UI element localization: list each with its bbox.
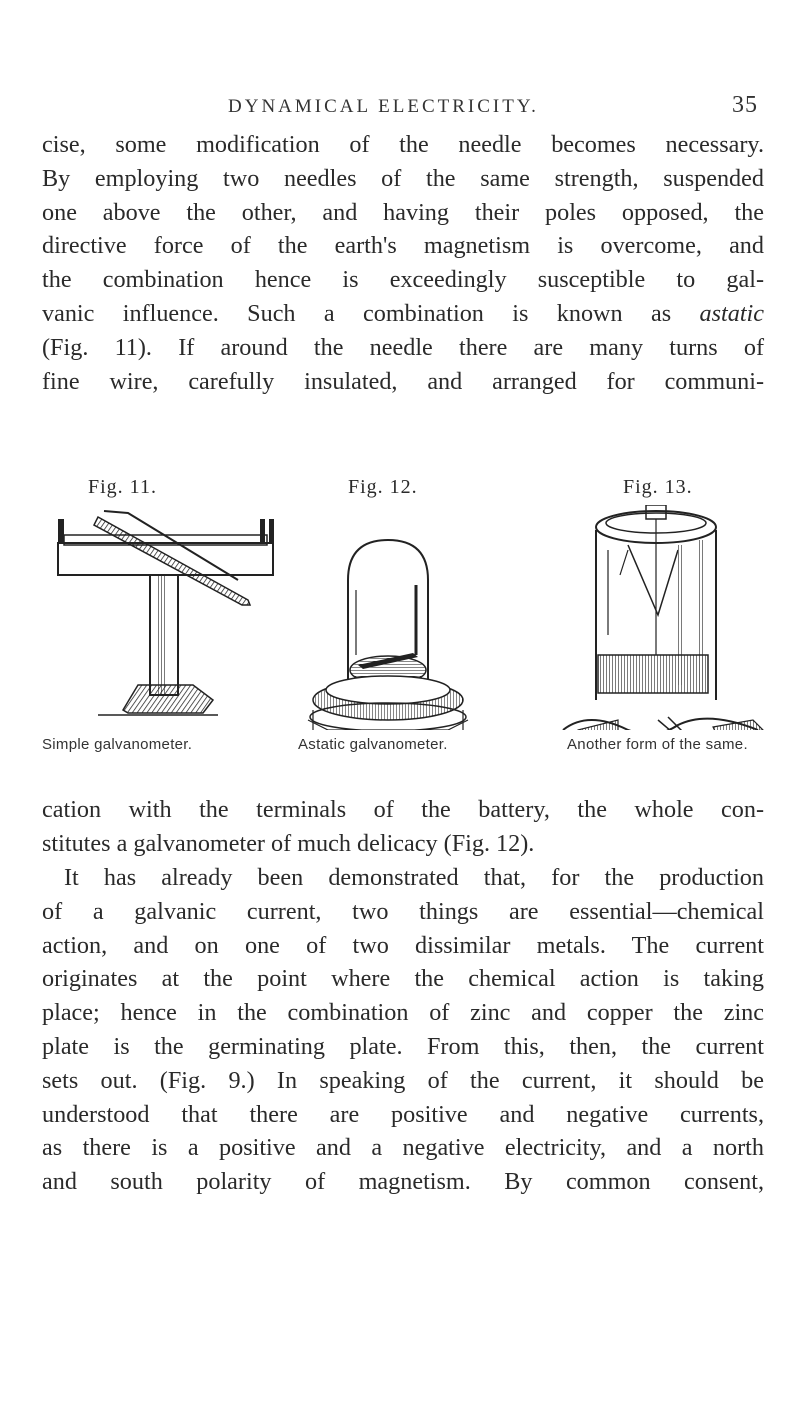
fig-11-caption: Simple galvanometer.: [42, 736, 193, 753]
paragraph-3: [42, 861, 764, 1199]
text-line: cation with the terminals of the battery, the whole con-: [42, 796, 764, 823]
page-number: 35: [732, 92, 758, 118]
text-line: and south polarity of magnetism. By common consent,: [42, 1168, 764, 1196]
text-line: place; hence in the combination of zinc and copper the zinc: [42, 999, 764, 1027]
text-line: of a galvanic current, two things are essential—chemical: [42, 897, 764, 925]
paragraph-1: [42, 128, 764, 398]
text-line: one above the other, and having their poles opposed, the: [42, 198, 764, 226]
fig-11-label: Fig. 11.: [88, 476, 157, 498]
text-line: the combination hence is exceedingly susceptible to gal-: [42, 266, 764, 294]
text-line: By employing two needles of the same strength, suspended: [42, 164, 764, 192]
text-line: directive force of the earth's magnetism is overcome, and: [42, 232, 764, 260]
fig-12-caption: Astatic galvanometer.: [298, 736, 448, 753]
fig-13-caption: Another form of the same.: [567, 736, 748, 753]
text-line: It has already been demonstrated that, for the production: [64, 864, 764, 891]
text-line: stitutes a galvanometer of much delicacy (Fig. 12).: [42, 829, 535, 857]
fig-11-simple-galvanometer-illustration: [38, 505, 293, 730]
fig-12-label: Fig. 12.: [348, 476, 418, 498]
text-segment: vanic influence. Such a combination is known as: [42, 299, 672, 327]
header-title: DYNAMICAL ELECTRICITY.: [228, 96, 539, 117]
italic-term: astatic: [699, 299, 765, 327]
text-line: understood that there are positive and negative currents,: [42, 1100, 764, 1128]
fig-13-label: Fig. 13.: [623, 476, 693, 498]
text-line: cise, some modification of the needle becomes necessary.: [42, 131, 764, 158]
text-line: (Fig. 11). If around the needle there are many turns of: [42, 333, 764, 361]
fig-13-galvanometer-another-form-illustration: [558, 505, 773, 730]
fig-12-astatic-galvanometer-illustration: [288, 505, 508, 730]
text-line: as there is a positive and a negative electricity, and a north: [42, 1134, 764, 1162]
text-line: sets out. (Fig. 9.) In speaking of the current, it should be: [42, 1066, 764, 1094]
text-line: fine wire, carefully insulated, and arranged for communi-: [42, 367, 764, 395]
text-line: originates at the point where the chemical action is taking: [42, 965, 764, 993]
paragraph-2: [42, 793, 764, 861]
running-header: [228, 92, 758, 119]
text-line: action, and on one of two dissimilar metals. The current: [42, 931, 764, 959]
text-line: plate is the germinating plate. From this, then, the current: [42, 1032, 764, 1060]
text-line-with-italic: [42, 297, 764, 331]
